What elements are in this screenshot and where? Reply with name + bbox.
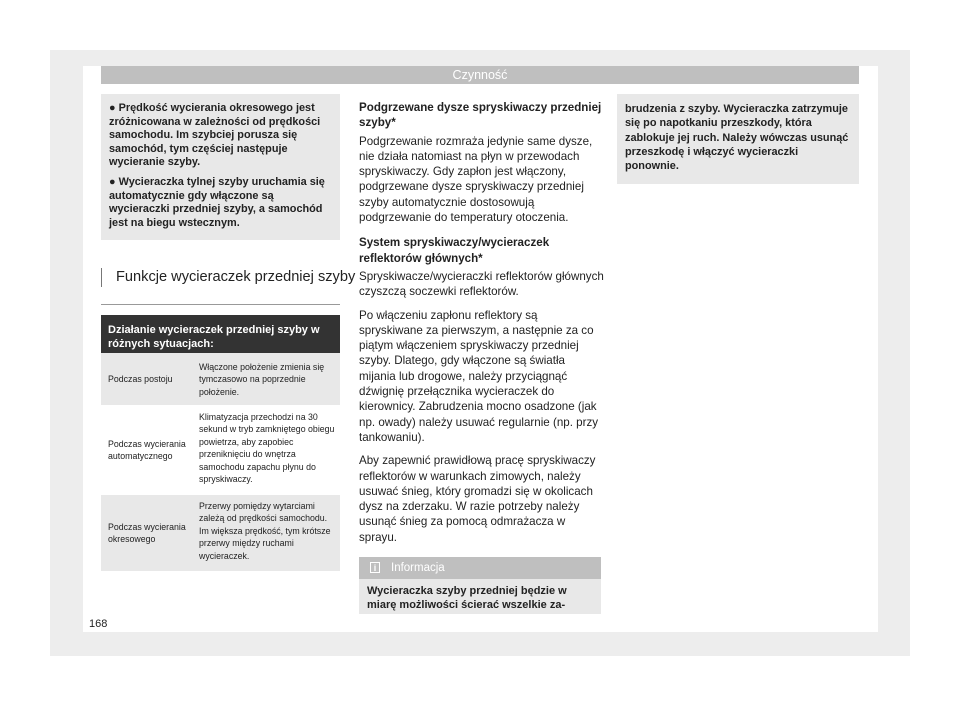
wiper-situations-table (101, 315, 340, 571)
table-row (101, 353, 340, 405)
table-cell-description: Przerwy pomiędzy wytarciami zależą od prędkości samochodu. Im większa prędkość, tym krótsze przerwy między ruchami wycieraczek. (199, 501, 331, 561)
info-continuation-box: brudzenia z szyby. Wycieraczka zatrzymuje się po napotkaniu przeszkody, która zablokuje jej ruch. Należy wówczas usunąć przeszkodę i włączyć wycieraczki ponownie. (617, 94, 859, 184)
table-header: Działanie wycieraczek przedniej szyby w różnych sytuacjach: (101, 315, 340, 353)
table-row (101, 405, 340, 495)
info-label: Informacja (391, 562, 445, 574)
info-text: Wycieraczka szyby przedniej będzie w miarę możliwości ścierać wszelkie za- (367, 585, 567, 611)
info-header (359, 557, 601, 579)
heading-heated-nozzles: Podgrzewane dysze spryskiwaczy przedniej szyby* (359, 101, 602, 130)
middle-column (359, 100, 604, 545)
note-item: ● Wycieraczka tylnej szyby uruchamia się automatycznie gdy włączone są wycieraczki przedniej szyby, a samochód jest na biegu wstecznym. (109, 175, 325, 229)
bullet-icon: ● (109, 102, 116, 114)
info-box (359, 557, 601, 614)
note-box (101, 94, 340, 240)
heading-headlight-washers: System spryskiwaczy/wycieraczek reflektorów głównych* (359, 236, 550, 265)
table-cell-description: Włączone położenie zmienia się tymczasowo na poprzednie położenie. (199, 362, 325, 397)
bullet-icon: ● (109, 175, 116, 188)
page-number: 168 (89, 618, 108, 630)
section-title: Funkcje wycieraczek przedniej szyby (101, 268, 359, 287)
table-row (101, 495, 340, 571)
table-cell-situation: Podczas wycierania okresowego (108, 521, 186, 544)
note-item: ● Prędkość wycierania okresowego jest zróżnicowana w zależności od prędkości samochodu. Im szybciej porusza się samochód, tym częściej następuje wycieranie szyby. (109, 102, 321, 169)
paragraph: Po włączeniu zapłonu reflektory są spryskiwane za pierwszym, a następnie za co piątym włączeniem spryskiwaczy przedniej szyby. Dlatego, gdy włączone są światła mijania lub drogowe, należy przyciągnąć dźwignię przełącznika wycieraczek do kierownicy. Zabrudzenia mocno osadzone (jak np. owady) należy usuwać regularnie (np. przy tankowaniu). (359, 308, 599, 444)
paragraph: Spryskiwacze/wycieraczki reflektorów głównych czyszczą soczewki reflektorów. (359, 269, 604, 299)
table-cell-situation: Podczas wycierania automatycznego (108, 438, 186, 461)
paragraph: Aby zapewnić prawidłową pracę spryskiwaczy reflektorów w warunkach zimowych, należy usuwać śnieg, który gromadzi się w okolicach dysz na zderzaku. W razie potrzeby należy usunąć śnieg za pomocą odmrażacza w sprayu. (359, 454, 596, 544)
table-cell-description: Klimatyzacja przechodzi na 30 sekund w tryb zamkniętego obiegu powietrza, aby zapobiec przeniknięciu do wnętrza samochodu zapachu płynu do spryskiwaczy. (199, 412, 335, 485)
info-icon: i (370, 562, 380, 573)
section-divider (101, 304, 340, 305)
table-cell-situation: Podczas postoju (108, 373, 173, 384)
page-header: Czynność (101, 66, 859, 84)
paragraph: Podgrzewanie rozmraża jedynie same dysze, nie działa natomiast na płyn w przewodach spryskiwaczy. Gdy zapłon jest włączony, podgrzewane dysze spryskiwaczy przedniej szyby automatycznie dostosowują podgrzewanie do temperatury otoczenia. (359, 134, 593, 225)
